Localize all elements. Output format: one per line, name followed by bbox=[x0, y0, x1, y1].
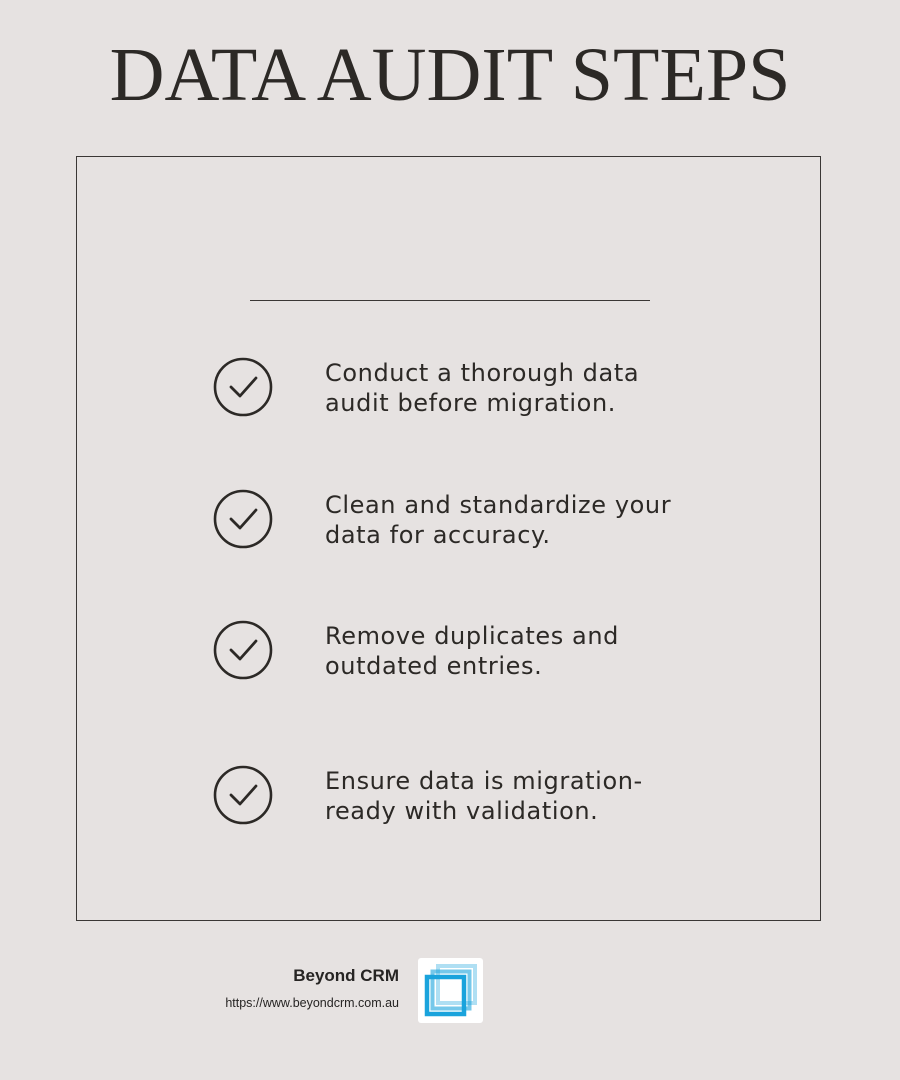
check-circle-icon bbox=[212, 619, 274, 681]
step-item-4 bbox=[0, 764, 900, 834]
step-text bbox=[325, 766, 745, 826]
step-item-2 bbox=[0, 488, 900, 558]
step-text-line: outdated entries. bbox=[325, 652, 543, 680]
step-item-3 bbox=[0, 619, 900, 689]
step-text-line: Clean and standardize your bbox=[325, 491, 672, 519]
step-text-line: Conduct a thorough data bbox=[325, 359, 640, 387]
step-text-line: Ensure data is migration- bbox=[325, 767, 643, 795]
check-circle-icon bbox=[212, 356, 274, 418]
step-text bbox=[325, 490, 745, 550]
footer-url-link[interactable]: https://www.beyondcrm.com.au bbox=[225, 996, 399, 1010]
step-text-line: ready with validation. bbox=[325, 797, 599, 825]
step-text bbox=[325, 621, 745, 681]
step-text bbox=[325, 358, 745, 418]
check-circle-icon bbox=[212, 764, 274, 826]
check-circle-icon bbox=[212, 488, 274, 550]
card-divider bbox=[250, 300, 650, 301]
step-item-1 bbox=[0, 356, 900, 426]
page-title: DATA AUDIT STEPS bbox=[109, 33, 791, 117]
footer-brand-name: Beyond CRM bbox=[293, 966, 399, 985]
step-text-line: data for accuracy. bbox=[325, 521, 551, 549]
stacked-squares-logo-icon bbox=[418, 958, 483, 1023]
step-text-line: audit before migration. bbox=[325, 389, 616, 417]
step-text-line: Remove duplicates and bbox=[325, 622, 620, 650]
